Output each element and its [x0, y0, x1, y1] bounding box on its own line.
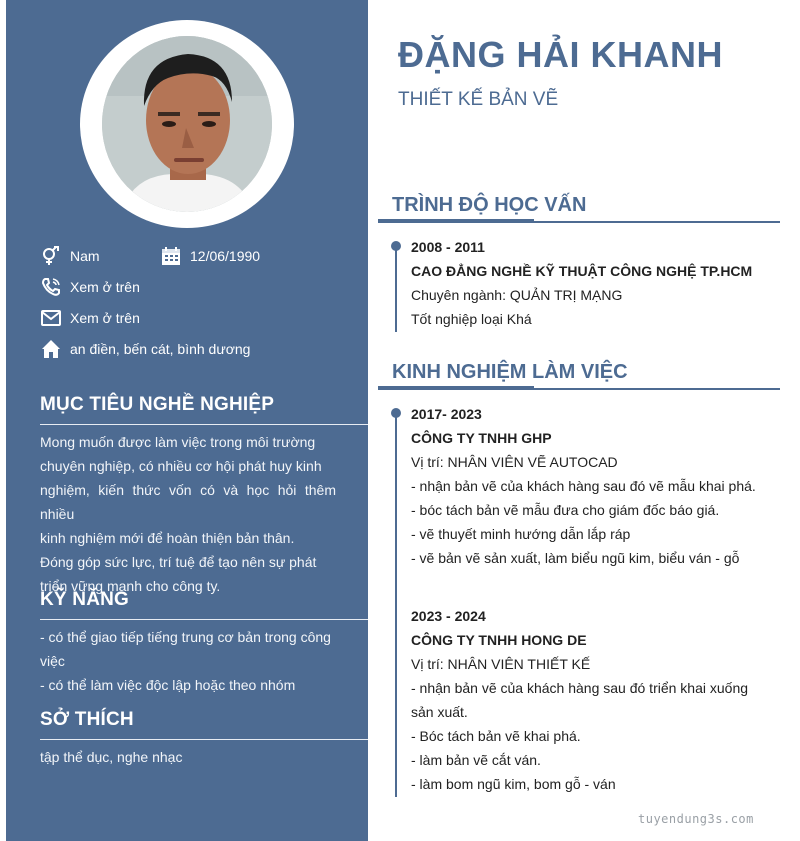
phone-value: Xem ở trên: [70, 279, 140, 295]
skills-line: - có thể làm việc độc lập hoặc theo nhóm: [40, 677, 296, 693]
hobbies-divider: [40, 739, 368, 740]
job-period: 2017- 2023: [411, 406, 482, 422]
objective-divider: [40, 424, 368, 425]
skills-title: KỸ NĂNG: [40, 589, 130, 610]
job-company: CÔNG TY TNHH GHP: [411, 430, 552, 446]
sidebar: [6, 0, 368, 841]
education-divider-accent: [378, 219, 534, 223]
avatar-frame: [80, 20, 294, 228]
skills-line: việc: [40, 653, 65, 669]
phone-icon: [40, 277, 62, 297]
objective-title: MỤC TIÊU NGHỀ NGHIỆP: [40, 394, 275, 415]
calendar-icon: [160, 246, 182, 266]
job-duty: - làm bom ngũ kim, bom gỗ - ván: [411, 776, 616, 792]
job-entry: [411, 402, 771, 570]
objective-line: chuyên nghiệp, có nhiều cơ hội phát huy kinh: [40, 458, 322, 474]
watermark: tuyendung3s.com: [638, 812, 754, 826]
education-period: 2008 - 2011: [411, 239, 485, 255]
objective-line: Đóng góp sức lực, trí tuệ để tạo nên sự phát: [40, 554, 317, 570]
education-title: TRÌNH ĐỘ HỌC VẤN: [392, 194, 587, 216]
objective-line: Mong muốn được làm việc trong môi trường: [40, 434, 316, 450]
skills-divider: [40, 619, 368, 620]
job-period: 2023 - 2024: [411, 608, 486, 624]
hobbies-title: SỞ THÍCH: [40, 709, 134, 730]
skills-text: [40, 625, 336, 697]
home-icon: [40, 339, 62, 359]
job-duty: - nhận bản vẽ của khách hàng sau đó vẽ mẫu khai phá.: [411, 478, 756, 494]
birthday-value: 12/06/1990: [190, 248, 261, 264]
job-duty: - nhận bản vẽ của khách hàng sau đó triển khai xuống: [411, 680, 749, 696]
address-value: an điền, bến cát, bình dương: [70, 341, 251, 357]
job-entry: [411, 604, 771, 796]
objective-line: nghiệm, kiến thức vốn có và học hỏi thêm nhiều: [40, 482, 336, 522]
job-duty: - làm bản vẽ cắt ván.: [411, 752, 541, 768]
hobbies-text: tập thể dục, nghe nhạc: [40, 749, 183, 765]
candidate-job-title: THIẾT KẾ BẢN VẼ: [398, 89, 559, 110]
job-company: CÔNG TY TNHH HONG DE: [411, 632, 587, 648]
address-row: [40, 339, 250, 359]
candidate-name: ĐẶNG HẢI KHANH: [398, 34, 723, 75]
email-row: [40, 308, 140, 328]
phone-row: [40, 277, 140, 297]
mail-icon: [40, 308, 62, 328]
objective-line: triển vững mạnh cho công ty.: [40, 578, 221, 594]
job-duty: sản xuất.: [411, 704, 468, 720]
experience-timeline: [395, 411, 397, 797]
email-value: Xem ở trên: [70, 310, 140, 326]
experience-title: KINH NGHIỆM LÀM VIỆC: [392, 361, 628, 383]
experience-divider-accent: [378, 386, 534, 390]
gender-row: [40, 246, 100, 266]
skills-line: - có thể giao tiếp tiếng trung cơ bản trong công: [40, 629, 331, 645]
avatar: [102, 36, 272, 212]
gender-icon: [40, 246, 62, 266]
job-position: Vị trí: NHÂN VIÊN VẼ AUTOCAD: [411, 454, 618, 470]
education-school: CAO ĐẲNG NGHỀ KỸ THUẬT CÔNG NGHỆ TP.HCM: [411, 263, 753, 279]
education-timeline: [395, 244, 397, 332]
education-entry: [411, 235, 771, 331]
education-grade: Tốt nghiệp loại Khá: [411, 311, 532, 327]
experience-timeline-dot: [391, 408, 401, 418]
job-duty: - vẽ bản vẽ sản xuất, làm biểu ngũ kim, biểu ván - gỗ: [411, 550, 740, 566]
objective-line: kinh nghiệm mới để hoàn thiện bản thân.: [40, 530, 295, 546]
job-duty: - vẽ thuyết minh hướng dẫn lắp ráp: [411, 526, 631, 542]
education-timeline-dot: [391, 241, 401, 251]
job-duty: - bóc tách bản vẽ mẫu đưa cho giám đốc báo giá.: [411, 502, 720, 518]
job-duty: - Bóc tách bản vẽ khai phá.: [411, 728, 581, 744]
gender-value: Nam: [70, 248, 100, 264]
objective-text: [40, 430, 336, 598]
birthday-row: [160, 246, 260, 266]
job-position: Vị trí: NHÂN VIÊN THIẾT KẾ: [411, 656, 591, 672]
education-major: Chuyên ngành: QUẢN TRỊ MẠNG: [411, 287, 623, 303]
